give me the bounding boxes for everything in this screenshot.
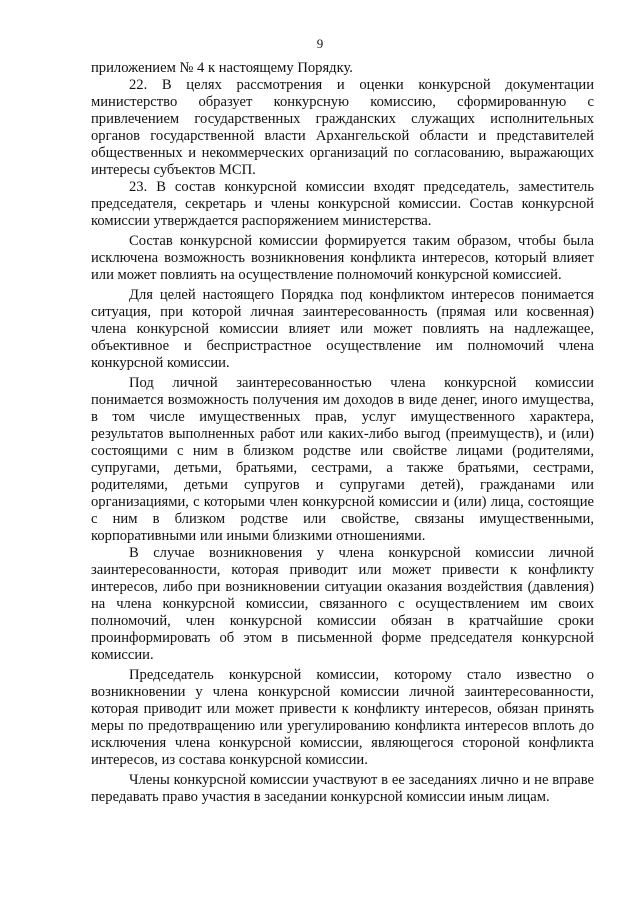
paragraph-personal-interest: Под личной заинтересованностью члена конкурсной комиссии понимается возможность получения им доходов в виде денег, иного имущества, в том числе имущественных прав, услуг имущественного характера, результатов выполненных работ или каких-либо выгод (преимуществ), и (или) состоящими с ним в близком родстве или свойстве лицами (родителями, супругами, детьми, братьями, сестрами, а также братьями, сестрами, родителями, детьми супругов и супругами детей), гражданами или организациями, с которыми член конкурсной комиссии и (или) лица, состоящие с ним в близком родстве или свойстве, связаны имущественными, корпоративными или иными близкими отношениями. xyxy=(91,375,594,544)
paragraph-conflict-definition: Для целей настоящего Порядка под конфликтом интересов понимается ситуация, при которой личная заинтересованность (прямая или косвенная) члена конкурсной комиссии влияет или может повлиять на надлежащее, объективное и беспристрастное осуществление им полномочий члена конкурсной комиссии. xyxy=(91,287,594,371)
paragraph-chair-measures: Председатель конкурсной комиссии, которому стало известно о возникновении у члена конкурсной комиссии личной заинтересованности, которая приводит или может привести к конфликту интересов, обязан принять меры по предотвращению или урегулированию конфликта интересов вплоть до исключения члена конкурсной комиссии, являющегося стороной конфликта интересов, из состава конкурсной комиссии. xyxy=(91,667,594,768)
document-body xyxy=(91,60,594,806)
paragraph-item-23: 23. В состав конкурсной комиссии входят председатель, заместитель председателя, секретарь и члены конкурсной комиссии. Состав конкурсной комиссии утверждается распоряжением министерства. xyxy=(91,179,594,229)
paragraph-personal-participation: Члены конкурсной комиссии участвуют в ее заседаниях лично и не вправе передавать право участия в заседании конкурсной комиссии иным лицам. xyxy=(91,772,594,805)
page-number: 9 xyxy=(316,36,324,51)
paragraph-item-22: 22. В целях рассмотрения и оценки конкурсной документации министерство образует конкурсную комиссию, сформированную с привлечением государственных гражданских служащих исполнительных органов государственной власти Архангельской области и представителей общественных и некоммерческих организаций по согласованию, выражающих интересы субъектов МСП. xyxy=(91,77,594,178)
paragraph-commission-composition: Состав конкурсной комиссии формируется таким образом, чтобы была исключена возможность возникновения конфликта интересов, который влияет или может повлиять на осуществление полномочий конкурсной комиссией. xyxy=(91,233,594,283)
paragraph-notification-duty: В случае возникновения у члена конкурсной комиссии личной заинтересованности, которая приводит или может привести к конфликту интересов, либо при возникновении ситуации оказания воздействия (давления) на члена конкурсной комиссии, связанного с осуществлением им своих полномочий, член конкурсной комиссии обязан в кратчайшие сроки проинформировать об этом в письменной форме председателя конкурсной комиссии. xyxy=(91,545,594,663)
paragraph-continuation: приложением № 4 к настоящему Порядку. xyxy=(91,60,353,76)
